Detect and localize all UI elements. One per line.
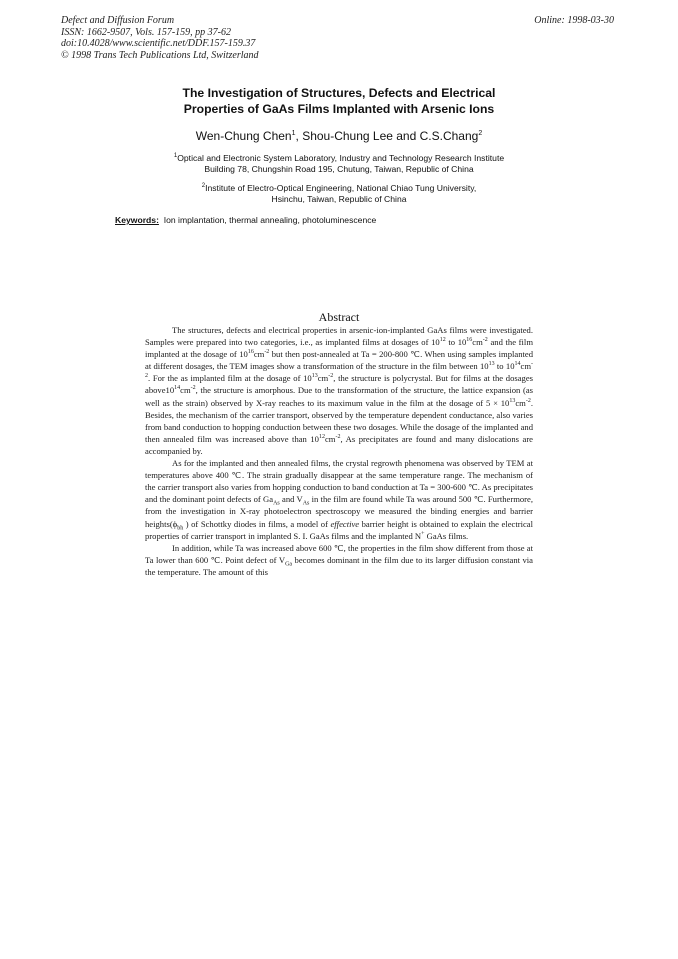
affiliation-1-mark: 1 — [173, 153, 178, 159]
abstract-body — [145, 324, 533, 578]
abstract-paragraph-2: As for the implanted and then annealed films, the crystal regrowth phenomena was observed by TEM at temperatures above 400 ℃. The strain gradually disappear at the same temperature range. The mechanism of the carrier transport also varies from hopping conduction to band conduction at Ta = 300-600 ℃. As precipitates and the dominant point defects of $Ga_{As}$ and $V_{As}$ in the film are found while Ta was around 500 ℃. Furthermore, from the investigation in X-ray photoelectron spectroscopy we measured the binding energies and barrier $heights(\phi_{bh}$ ) of Schottky diodes in films, a model of effective barrier height is obtained to explain the electrical properties of carrier transport in implanted S. I. GaAs films and the implanted N+ GaAs films. — [145, 458, 534, 541]
keywords — [115, 215, 376, 225]
keywords-text: Ion implantation, thermal annealing, photoluminescence — [163, 215, 377, 225]
author-2-3: Shou-Chung Lee and C.S.Chang — [302, 129, 479, 143]
keywords-label: Keywords: — [115, 215, 159, 225]
abstract-paragraph-3: In addition, while Ta was increased above 600 ℃, the properties in the film show different from those at Ta lower than 600 ℃. Point defect of $V_{Ga}$ becomes dominant in the film due to its larger diffusion constant via the temperature. The amount of this — [145, 542, 533, 577]
affiliation-2-mark: 2 — [201, 183, 206, 189]
author-2-affiliation-mark: 2 — [478, 130, 483, 137]
author-1-affiliation-mark: 1 — [291, 130, 296, 137]
affiliation-2 — [100, 181, 578, 206]
copyright-line: © 1998 Trans Tech Publications Ltd, Switzerland — [61, 49, 259, 61]
journal-name: Defect and Diffusion Forum — [61, 15, 175, 26]
journal-meta — [61, 15, 259, 61]
title-line-1: The Investigation of Structures, Defects and Electrical — [182, 86, 496, 100]
author-separator: , — [295, 129, 303, 143]
title-line-2: Properties of GaAs Films Implanted with Arsenic Ions — [183, 101, 495, 116]
doi-link[interactable]: doi:10.4028/www.scientific.net/DDF.157-159.37 — [61, 38, 256, 49]
online-date: Online: 1998-03-30 — [534, 15, 614, 26]
affiliation-1-line-1: Optical and Electronic System Laboratory, Industry and Technology Research Institute — [177, 152, 505, 163]
abstract-paragraph-1: The structures, defects and electrical properties in arsenic-ion-implanted GaAs films were investigated. Samples were prepared into two categories, i.e., as implanted films at dosages of $10^{12}$ to $10^{16}cm^{-2}$ and the film implanted at the dosage of $10^{16}cm^{-2}$ but then post-annealed at Ta = 200-800 ℃. When using samples implanted at different dosages, the TEM images show a transformation of the structure in the film between $10^{13}$ to $10^{14}cm^{-2}$. For the as implanted film at the dosage of $10^{13}cm^{-2}$, the structure is polycrystal. But for films at the dosages $above10^{14}cm^{-2}$, the structure is amorphous. Due to the transformation of the structure, the lattice expansion (as well as the strain) observed by X-ray reaches to its maximum value in the film at the dosage of $5 \times 10^{13}cm^{-2}$. Besides, the mechanism of the carrier transport, observed by the temperature dependent conductance, also varies from band conduction to hopping conduction between these two dosages. While the dosage of the implanted and then annealed film was increased above than $10^{12}cm^{-2}$, As precipitates are found and many dislocations are accompanied by. — [145, 325, 534, 456]
author-1: Wen-Chung Chen — [195, 129, 292, 143]
abstract-heading: Abstract — [318, 310, 360, 324]
affiliation-2-line-1: Institute of Electro-Optical Engineering, National Chiao Tung University, — [205, 182, 477, 193]
affiliation-1 — [100, 151, 578, 176]
issn-line: ISSN: 1662-9507, Vols. 157-159, pp 37-62 — [61, 26, 231, 38]
affiliation-2-line-2: Hsinchu, Taiwan, Republic of China — [271, 194, 407, 205]
paper-title — [100, 86, 578, 117]
author-list — [100, 129, 578, 143]
affiliation-1-line-2: Building 78, Chungshin Road 195, Chutung, Taiwan, Republic of China — [204, 164, 474, 175]
